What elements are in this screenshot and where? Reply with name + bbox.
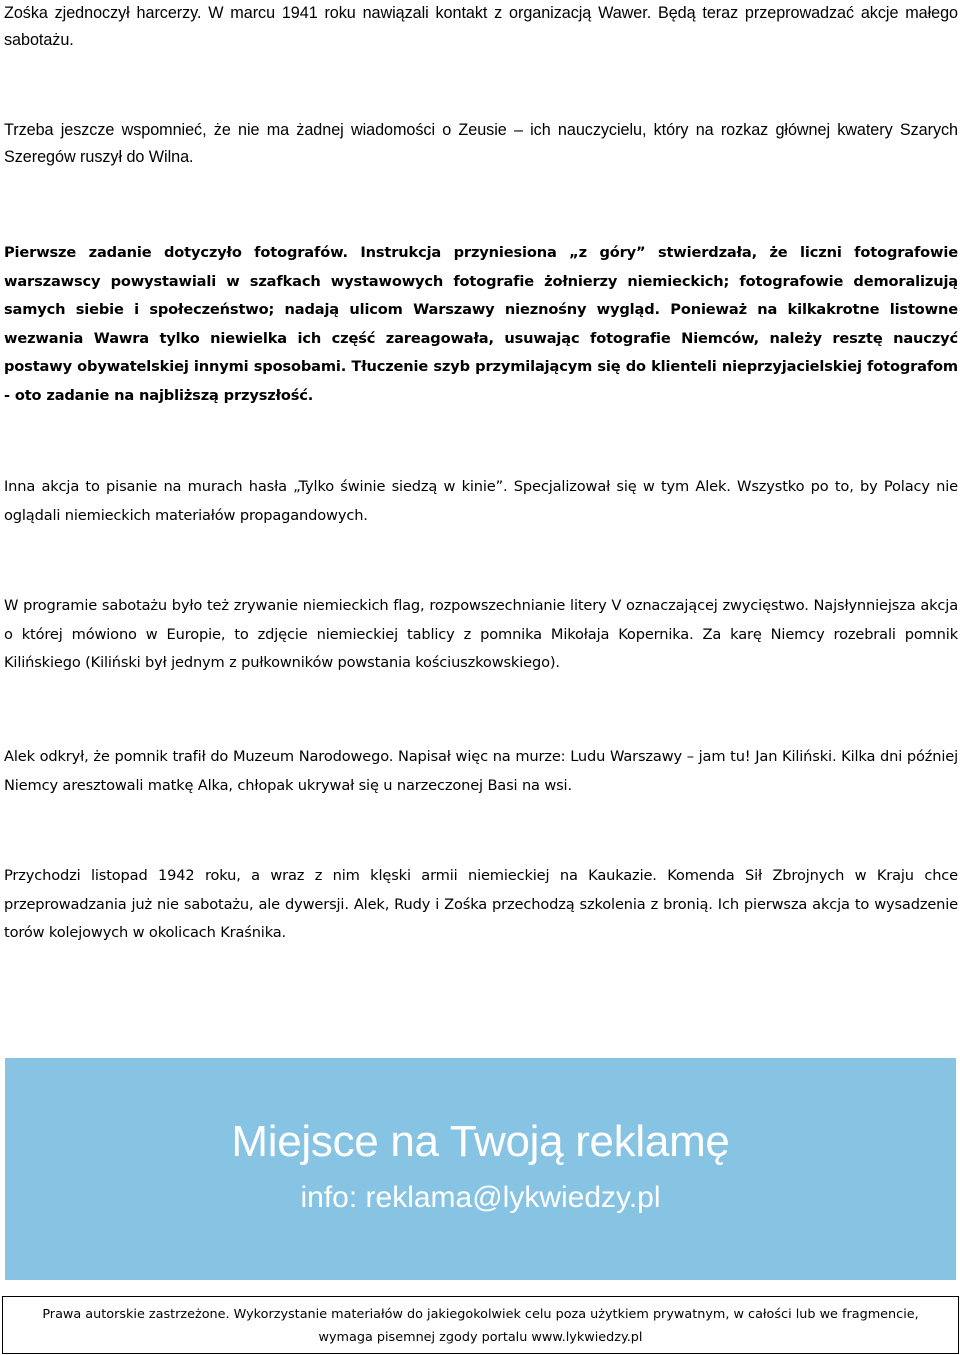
copyright-line-1: Prawa autorskie zastrzeżone. Wykorzystanie materiałów do jakiegokolwiek celu poza użytkiem prywatnym, w całości lub we fragmencie, [42,1307,919,1322]
paragraph-hasla-na-murach: Inna akcja to pisanie na murach hasła „Tylko świnie siedzą w kinie”. Specjalizował się w tym Alek. Wszystko po to, by Polacy nie oglądali niemieckich materiałów propagandowych. [4,478,958,524]
paragraph-pomnik-kilinskiego: Alek odkrył, że pomnik trafił do Muzeum Narodowego. Napisał więc na murze: Ludu Warszawy – jam tu! Jan Kiliński. Kilka dni później Niemcy aresztowali matkę Alka, chłopak ukrywał się u narzeczonej Basi na wsi. [4,748,958,794]
paragraph-program-sabotazu: W programie sabotażu było też zrywanie niemieckich flag, rozpowszechnianie litery V oznaczającej zwycięstwo. Najsłynniejsza akcja o której mówiono w Europie, to zdjęcie niemieckiej tablicy z pomnika Mikołaja Kopernika. Za karę Niemcy rozebrali pomnik Kilińskiego (Kiliński był jednym z pułkowników powstania kościuszkowskiego). [4,597,958,671]
copyright-line-2: wymaga pisemnej zgody portalu www.lykwiedzy.pl [318,1330,643,1345]
paragraph-fotografowie: Pierwsze zadanie dotyczyło fotografów. Instrukcja przyniesiona „z góry” stwierdzała, że liczni fotografowie warszawscy powystawiali w szafkach wystawowych fotografie żołnierzy niemieckich; fotografowie demoralizują samych siebie i społeczeństwo; nadają ulicom Warszawy nieznośny wygląd. Ponieważ na kilkakrotne listowne wezwania Wawra tylko niewielka ich część zareagowała, usuwając fotografie Niemców, należy resztę nauczyć postawy obywatelskiej innymi sposobami. Tłuczenie szyb przymilającym się do klienteli nieprzyjacielskiej fotografom - oto zadanie na najbliższą przyszłość. [4,244,958,404]
ad-title: Miejsce na Twoją reklamę [231,1117,730,1166]
paragraph-zeus: Trzeba jeszcze wspomnieć, że nie ma żadnej wiadomości o Zeusie – ich nauczycielu, który na rozkaz głównej kwatery Szarych Szeregów ruszył do Wilna. [4,121,958,166]
paragraph-listopad-1942: Przychodzi listopad 1942 roku, a wraz z nim klęski armii niemieckiej na Kaukazie. Komenda Sił Zbrojnych w Kraju chce przeprowadzania już nie sabotażu, ale dywersji. Alek, Rudy i Zośka przechodzą szkolenia z bronią. Ich pierwsza akcja to wysadzenie torów kolejowych w okolicach Kraśnika. [4,867,958,941]
copyright-footer [2,1296,959,1354]
paragraph-zoska-harcerze: Zośka zjednoczył harcerzy. W marcu 1941 roku nawiązali kontakt z organizacją Wawer. Będą teraz przeprowadzać akcje małego sabotażu. [4,4,958,49]
ad-banner[interactable] [5,1058,956,1280]
ad-contact-email: info: reklama@lykwiedzy.pl [300,1181,661,1214]
